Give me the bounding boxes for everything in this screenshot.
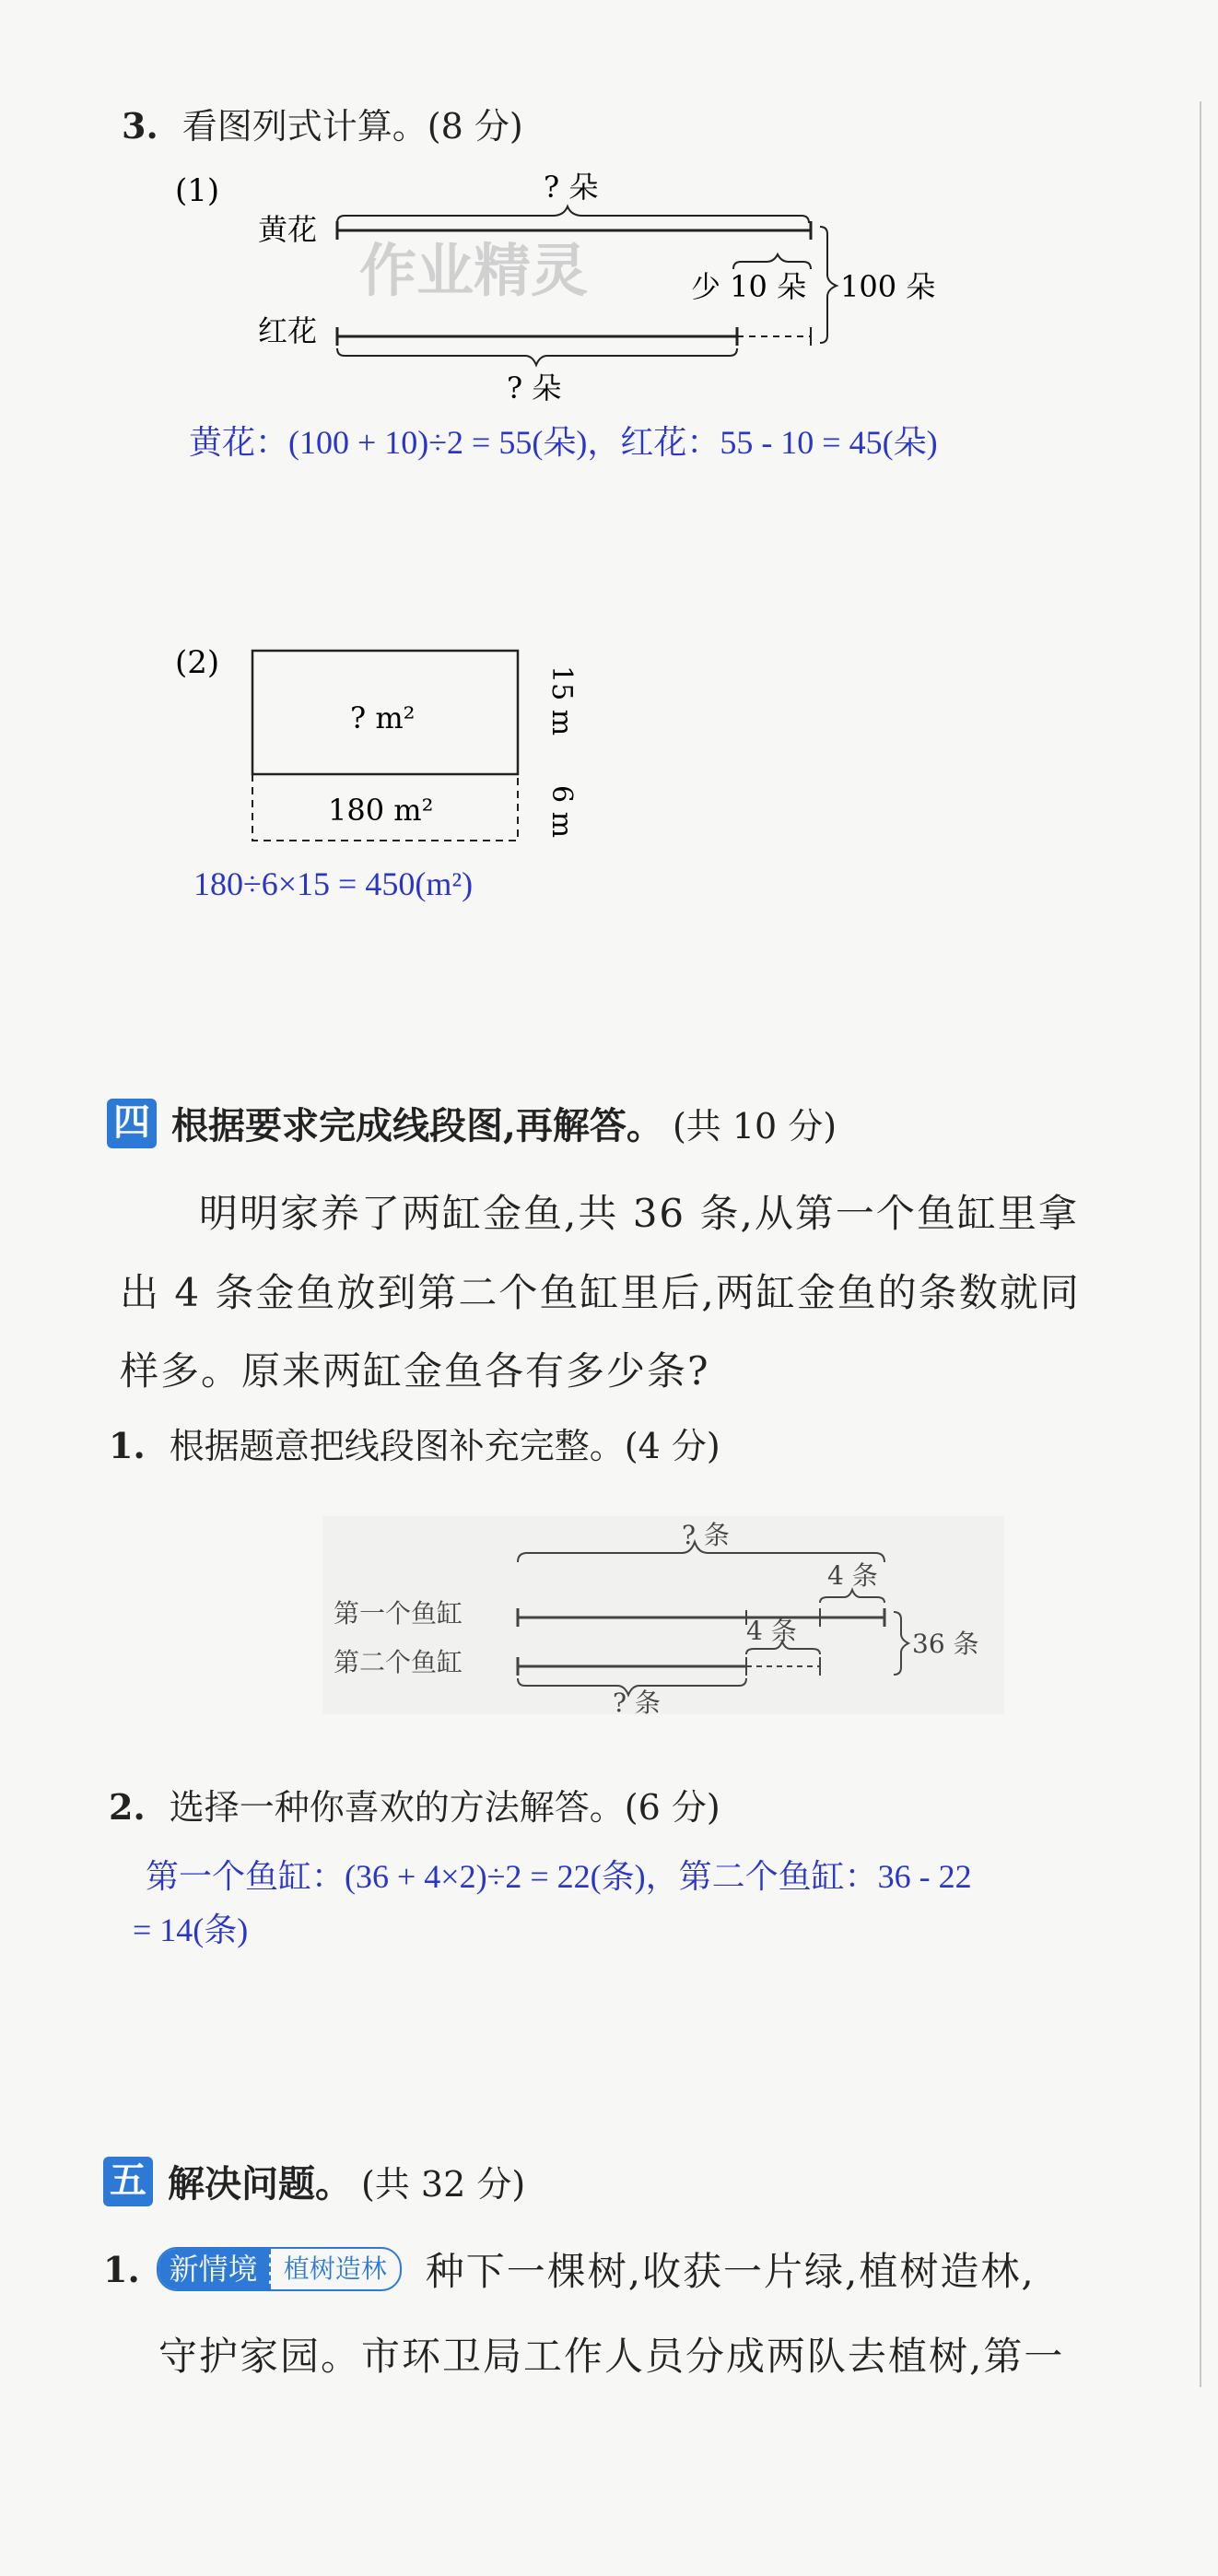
sub2-answer-line2: = 14(条): [133, 1911, 249, 1948]
part2-answer: 180÷6×15 = 450(m²): [193, 865, 474, 902]
side-15m: 15 m: [545, 665, 578, 736]
side-6m: 6 m: [545, 785, 578, 839]
yellow-flower-label: 黄花: [258, 212, 318, 247]
paragraph-line: 明明家养了两缸金鱼,共 36 条,从第一个鱼缸里拿: [199, 1191, 1079, 1236]
section-4-header: [107, 1097, 837, 1149]
sub-question-text: 选择一种你喜欢的方法解答。(6 分): [169, 1787, 720, 1828]
new-scenario-tag: [157, 2247, 402, 2291]
red-flower-label: 红花: [258, 313, 318, 348]
question-number: 1.: [103, 2248, 140, 2290]
tank1-label: 第一个鱼缸: [334, 1598, 463, 1629]
flower-segment-diagram: [166, 166, 977, 406]
sub-question-number: 1.: [109, 1425, 146, 1466]
top-question: ? 条: [682, 1520, 730, 1550]
section-5-header: [103, 2155, 525, 2207]
rectangle-diagram: [166, 636, 590, 857]
four-label-bottom: 4 条: [746, 1616, 797, 1646]
total-label: 100 朵: [840, 269, 936, 304]
less-label: 少 10 朵: [691, 269, 807, 304]
paragraph-line: 样多。原来两缸金鱼各有多少条?: [120, 1348, 710, 1394]
question-title: 看图列式计算。(8 分): [182, 106, 523, 147]
known-area: 180 m²: [328, 793, 434, 828]
watermark: 作业精灵: [359, 237, 589, 304]
top-question: ? 朵: [544, 170, 599, 205]
total-label: 36 条: [912, 1629, 979, 1659]
section-5-title: 解决问题。: [168, 2162, 352, 2205]
paragraph-line: 出 4 条金鱼放到第二个鱼缸里后,两缸金鱼的条数就同: [120, 1270, 1081, 1315]
fish-tank-diagram: [322, 1516, 1004, 1714]
section-5-question-1: [103, 2241, 1036, 2297]
tag-tree-planting: 植树造林: [269, 2249, 400, 2289]
section-badge-5: 五: [103, 2157, 153, 2206]
section-4-title: 根据要求完成线段图,再解答。: [171, 1104, 663, 1147]
sub2-answer-line1: 第一个鱼缸：(36 + 4×2)÷2 = 22(条)，第二个鱼缸：36 - 22: [146, 1858, 972, 1895]
tank2-label: 第二个鱼缸: [334, 1647, 463, 1677]
sub-question-1: [109, 1417, 720, 1468]
paragraph-line: 种下一棵树,收获一片绿,植树造林,: [425, 2249, 1036, 2294]
paragraph-line: 守护家园。市环卫局工作人员分成两队去植树,第一: [158, 2334, 1065, 2379]
tag-new-scenario: 新情境: [158, 2249, 269, 2289]
right-brace: [820, 227, 837, 343]
page-margin-rule: [1200, 101, 1201, 2387]
section-5-score: (共 32 分): [361, 2164, 526, 2205]
unknown-area: ? m²: [350, 700, 416, 735]
bottom-question: ? 条: [613, 1688, 661, 1714]
section-badge-4: 四: [107, 1099, 157, 1148]
question-number: 3.: [122, 105, 158, 147]
section-4-score: (共 10 分): [672, 1106, 837, 1147]
sub-question-text: 根据题意把线段图补充完整。(4 分): [169, 1426, 720, 1466]
part1-answer: 黄花：(100 + 10)÷2 = 55(朵)，红花：55 - 10 = 45(朵): [189, 424, 938, 461]
part2-label: (2): [175, 644, 220, 681]
part1-label: (1): [175, 172, 220, 209]
question-3-header: [122, 98, 523, 148]
bottom-question: ? 朵: [507, 371, 562, 406]
less-brace: [733, 254, 811, 269]
top-brace: [337, 206, 809, 223]
four-label-top: 4 条: [827, 1560, 878, 1591]
sub-question-2: [109, 1779, 720, 1829]
sub-question-number: 2.: [109, 1786, 146, 1828]
bottom-brace: [337, 348, 737, 365]
